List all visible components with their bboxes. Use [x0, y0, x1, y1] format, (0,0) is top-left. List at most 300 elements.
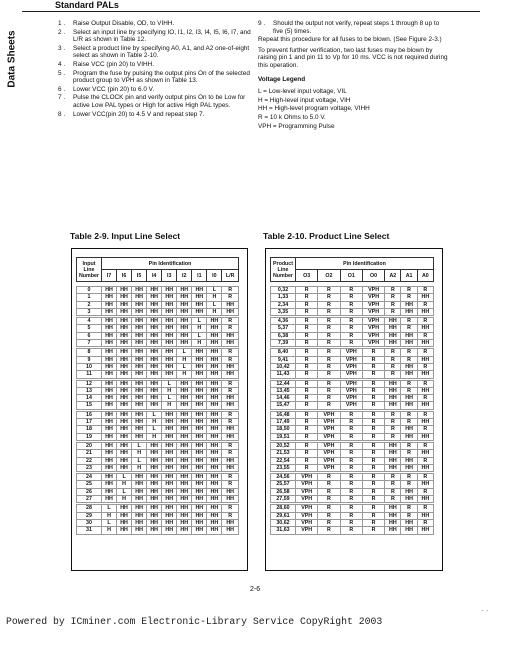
row-number-cell: 28,60 [271, 505, 296, 512]
row-number-cell: 16 [77, 411, 102, 418]
pin-value-cell: HH [102, 371, 117, 378]
pin-value-cell: R [318, 371, 340, 378]
pin-value-cell: R [318, 387, 340, 394]
table-row [77, 464, 239, 471]
procedure-step-6 [58, 86, 258, 94]
pin-value-cell: R [222, 512, 239, 519]
pin-value-cell: HH [385, 527, 401, 534]
pin-value-cell: HH [147, 332, 162, 339]
pin-value-cell: HH [162, 419, 177, 426]
pin-value-cell: HH [401, 457, 417, 464]
header-line-number: Product Line Number [271, 258, 296, 282]
pin-value-cell: HH [207, 318, 222, 325]
pin-value-cell: HH [102, 426, 117, 433]
pin-value-cell: R [340, 481, 362, 488]
pin-value-cell: HH [222, 496, 239, 503]
table-row [271, 450, 434, 457]
row-number-cell: 9 [77, 356, 102, 363]
pin-value-cell: HH [401, 519, 417, 526]
pin-value-cell: R [296, 340, 318, 347]
table-row [77, 318, 239, 325]
pin-value-cell: VPH [318, 433, 340, 440]
pin-value-cell: HH [207, 363, 222, 370]
pin-value-cell: HH [401, 308, 417, 315]
pin-value-cell: HH [162, 371, 177, 378]
pin-value-cell: HH [162, 318, 177, 325]
pin-value-cell: R [296, 301, 318, 308]
pin-value-cell: HH [117, 340, 132, 347]
pin-value-cell: R [340, 308, 362, 315]
pin-value-cell: HH [117, 419, 132, 426]
pin-value-cell: HH [177, 395, 192, 402]
pin-value-cell: HH [162, 308, 177, 315]
pin-value-cell: R [385, 363, 401, 370]
row-number-cell: 29 [77, 512, 102, 519]
pin-value-cell: HH [417, 325, 433, 332]
table-row [77, 395, 239, 402]
pin-value-cell: R [296, 287, 318, 294]
pin-value-cell: HH [147, 395, 162, 402]
pin-value-cell: R [318, 287, 340, 294]
pin-value-cell: R [222, 349, 239, 356]
pin-value-cell: HH [102, 294, 117, 301]
row-number-cell: 23,55 [271, 464, 296, 471]
table-row [271, 363, 434, 370]
pin-value-cell: HH [417, 387, 433, 394]
step-text: Select a product line by specifying A0, A1, and A2 one-of-eight select as shown in Table 2-10. [73, 44, 250, 60]
pin-value-cell: HH [117, 294, 132, 301]
pin-value-cell: HH [207, 474, 222, 481]
pin-value-cell: HH [102, 450, 117, 457]
pin-value-cell: HH [102, 363, 117, 370]
pin-value-cell: R [401, 318, 417, 325]
pin-value-cell: HH [192, 301, 207, 308]
pin-value-cell: HH [207, 457, 222, 464]
pin-value-cell: R [296, 411, 318, 418]
pin-value-cell: R [318, 380, 340, 387]
pin-value-cell: HH [147, 349, 162, 356]
column-header: A1 [401, 270, 417, 282]
pin-value-cell: R [340, 527, 362, 534]
pin-value-cell: VPH [340, 371, 362, 378]
pin-value-cell: L [132, 457, 147, 464]
row-number-cell: 2 [77, 301, 102, 308]
pin-value-cell: VPH [362, 287, 384, 294]
pin-value-cell: R [401, 356, 417, 363]
pin-value-cell: H [132, 464, 147, 471]
pin-value-cell: HH [192, 426, 207, 433]
procedure-step-5 [58, 70, 258, 85]
voltage-legend [258, 88, 448, 130]
pin-value-cell: R [401, 419, 417, 426]
row-number-cell: 17,49 [271, 419, 296, 426]
table-row [271, 395, 434, 402]
pin-value-cell: HH [132, 488, 147, 495]
pin-value-cell: R [417, 411, 433, 418]
pin-value-cell: VPH [318, 426, 340, 433]
table-row [271, 519, 434, 526]
table-row [77, 363, 239, 370]
row-number-cell: 25,57 [271, 481, 296, 488]
pin-value-cell: HH [132, 325, 147, 332]
row-number-cell: 24 [77, 474, 102, 481]
table-row [271, 308, 434, 315]
pin-value-cell: HH [102, 402, 117, 409]
pin-value-cell: HH [207, 512, 222, 519]
pin-value-cell: R [385, 474, 401, 481]
pin-value-cell: R [401, 411, 417, 418]
row-number-cell: 27,59 [271, 496, 296, 503]
pin-value-cell: HH [192, 433, 207, 440]
pin-value-cell: R [385, 496, 401, 503]
column-header: O0 [362, 270, 384, 282]
header-pin-identification: Pin Identification [296, 258, 434, 270]
pin-value-cell: HH [162, 519, 177, 526]
column-header: L/R [222, 270, 239, 282]
row-number-cell: 7,39 [271, 340, 296, 347]
pin-value-cell: HH [417, 496, 433, 503]
pin-value-cell: VPH [362, 308, 384, 315]
pin-value-cell: HH [102, 340, 117, 347]
pin-value-cell: R [222, 318, 239, 325]
pin-value-cell: R [362, 464, 384, 471]
pin-value-cell: R [296, 318, 318, 325]
pin-value-cell: HH [132, 426, 147, 433]
pin-value-cell: HH [132, 318, 147, 325]
pin-value-cell: HH [177, 450, 192, 457]
row-number-cell: 21,53 [271, 450, 296, 457]
pin-value-cell: HH [401, 371, 417, 378]
pin-value-cell: HH [401, 527, 417, 534]
pin-value-cell: HH [192, 287, 207, 294]
pin-value-cell: R [340, 419, 362, 426]
pin-value-cell: HH [177, 411, 192, 418]
column-header: I1 [192, 270, 207, 282]
pin-value-cell: R [222, 481, 239, 488]
pin-value-cell: HH [147, 356, 162, 363]
table-row [77, 402, 239, 409]
pin-value-cell: R [340, 450, 362, 457]
pin-value-cell: H [132, 450, 147, 457]
pin-value-cell: HH [102, 301, 117, 308]
pin-value-cell: R [296, 419, 318, 426]
pin-value-cell: HH [102, 287, 117, 294]
row-number-cell: 12 [77, 380, 102, 387]
pin-value-cell: HH [192, 457, 207, 464]
row-number-cell: 24,56 [271, 474, 296, 481]
pin-value-cell: HH [162, 349, 177, 356]
pin-value-cell: HH [147, 294, 162, 301]
pin-value-cell: VPH [362, 294, 384, 301]
table-input-title: Table 2-9. Input Line Select [70, 231, 181, 241]
voltage-legend-item: H = High-level input voltage, VIH [258, 96, 351, 104]
pin-value-cell: VPH [296, 474, 318, 481]
pin-value-cell: H [147, 433, 162, 440]
pin-value-cell: VPH [362, 332, 384, 339]
table-product-title: Table 2-10. Product Line Select [263, 231, 390, 241]
pin-value-cell: R [318, 301, 340, 308]
step-number: 1 . [58, 20, 66, 27]
pin-value-cell: HH [385, 442, 401, 449]
table-row [271, 294, 434, 301]
pin-value-cell: R [296, 380, 318, 387]
pin-value-cell: HH [162, 527, 177, 534]
pin-value-cell: R [222, 419, 239, 426]
pin-value-cell: R [296, 402, 318, 409]
pin-value-cell: H [207, 294, 222, 301]
pin-value-cell: R [417, 474, 433, 481]
pin-value-cell: H [192, 340, 207, 347]
pin-value-cell: HH [177, 512, 192, 519]
pin-value-cell: HH [117, 287, 132, 294]
pin-value-cell: HH [177, 519, 192, 526]
pin-value-cell: HH [385, 340, 401, 347]
table-row [271, 457, 434, 464]
pin-value-cell: VPH [340, 363, 362, 370]
pin-value-cell: HH [132, 433, 147, 440]
pin-value-cell: HH [162, 340, 177, 347]
pin-value-cell: HH [192, 349, 207, 356]
pin-value-cell: HH [147, 527, 162, 534]
pin-value-cell: R [417, 519, 433, 526]
pin-value-cell: HH [117, 402, 132, 409]
procedure-step-8 [58, 111, 258, 119]
pin-value-cell: VPH [318, 450, 340, 457]
row-number-cell: 18 [77, 426, 102, 433]
pin-value-cell: R [417, 457, 433, 464]
pin-value-cell: HH [192, 371, 207, 378]
row-number-cell: 1 [77, 294, 102, 301]
pin-value-cell: H [117, 496, 132, 503]
pin-value-cell: R [385, 371, 401, 378]
row-number-cell: 14,46 [271, 395, 296, 402]
pin-value-cell: R [222, 474, 239, 481]
pin-value-cell: HH [132, 332, 147, 339]
pin-value-cell: H [192, 325, 207, 332]
pin-value-cell: HH [222, 519, 239, 526]
table-row [271, 356, 434, 363]
pin-value-cell: HH [417, 464, 433, 471]
pin-value-cell: HH [401, 301, 417, 308]
pin-value-cell: HH [207, 325, 222, 332]
row-number-cell: 27 [77, 496, 102, 503]
pin-value-cell: HH [222, 426, 239, 433]
pin-value-cell: R [417, 287, 433, 294]
step-number: 8 . [58, 110, 66, 118]
row-number-cell: 26 [77, 488, 102, 495]
pin-value-cell: HH [177, 340, 192, 347]
pin-value-cell: VPH [318, 419, 340, 426]
pin-value-cell: HH [117, 387, 132, 394]
table-row [77, 488, 239, 495]
pin-value-cell: HH [147, 301, 162, 308]
table-row [271, 332, 434, 339]
column-header: O1 [340, 270, 362, 282]
pin-value-cell: HH [147, 363, 162, 370]
pin-value-cell: R [385, 426, 401, 433]
pin-value-cell: VPH [296, 527, 318, 534]
pin-value-cell: HH [102, 380, 117, 387]
table-row [77, 419, 239, 426]
pin-value-cell: HH [401, 340, 417, 347]
pin-value-cell: R [340, 496, 362, 503]
pin-value-cell: HH [117, 363, 132, 370]
pin-value-cell: HH [162, 356, 177, 363]
step-text: Raise Output Disable, OD, to VIHH. [73, 20, 175, 27]
pin-value-cell: R [318, 512, 340, 519]
pin-value-cell: HH [147, 371, 162, 378]
step-number: 7 . [58, 94, 66, 102]
pin-value-cell: HH [192, 464, 207, 471]
pin-value-cell: H [102, 512, 117, 519]
header-pin-identification: Pin Identification [102, 258, 239, 270]
pin-value-cell: HH [177, 402, 192, 409]
pin-value-cell: R [340, 294, 362, 301]
pin-value-cell: HH [132, 519, 147, 526]
pin-value-cell: HH [147, 496, 162, 503]
pin-value-cell: HH [132, 371, 147, 378]
row-number-cell: 3 [77, 308, 102, 315]
pin-value-cell: HH [117, 380, 132, 387]
pin-value-cell: R [417, 380, 433, 387]
pin-value-cell: HH [385, 318, 401, 325]
table-row [271, 481, 434, 488]
pin-value-cell: HH [417, 294, 433, 301]
pin-value-cell: H [162, 402, 177, 409]
step-text: Pulse the CLOCK pin and verify output pins On to be Low for active Low PAL types or High for active High PAL types. [73, 94, 246, 109]
pin-value-cell: HH [207, 402, 222, 409]
row-number-cell: 19,51 [271, 433, 296, 440]
pin-value-cell: R [362, 474, 384, 481]
row-number-cell: 22,54 [271, 457, 296, 464]
pin-value-cell: HH [207, 505, 222, 512]
pin-value-cell: HH [207, 450, 222, 457]
pin-value-cell: HH [417, 340, 433, 347]
pin-value-cell: HH [177, 301, 192, 308]
pin-value-cell: HH [207, 527, 222, 534]
pin-value-cell: HH [192, 527, 207, 534]
pin-value-cell: HH [417, 371, 433, 378]
pin-value-cell: HH [192, 481, 207, 488]
pin-value-cell: HH [192, 356, 207, 363]
pin-value-cell: HH [102, 488, 117, 495]
pin-value-cell: HH [117, 349, 132, 356]
pin-value-cell: HH [117, 527, 132, 534]
table-row [77, 332, 239, 339]
pin-value-cell: R [296, 308, 318, 315]
pin-value-cell: R [417, 442, 433, 449]
pin-value-cell: R [362, 356, 384, 363]
pin-value-cell: HH [385, 450, 401, 457]
pin-value-cell: HH [207, 371, 222, 378]
pin-value-cell: HH [162, 450, 177, 457]
pin-value-cell: HH [117, 308, 132, 315]
pin-value-cell: VPH [362, 318, 384, 325]
side-tab [4, 30, 20, 88]
pin-value-cell: HH [177, 527, 192, 534]
pin-value-cell: VPH [318, 464, 340, 471]
pin-value-cell: R [362, 426, 384, 433]
step-text: Lower VCC(pin 20) to 4.5 V and repeat step 7. [73, 110, 205, 118]
pin-value-cell: R [222, 294, 239, 301]
row-number-cell: 20,52 [271, 442, 296, 449]
pin-value-cell: HH [385, 519, 401, 526]
pin-value-cell: HH [162, 505, 177, 512]
procedure-right-column [258, 20, 448, 131]
pin-value-cell: HH [147, 450, 162, 457]
pin-value-cell: L [177, 363, 192, 370]
pin-value-cell: R [385, 488, 401, 495]
pin-value-cell: HH [117, 519, 132, 526]
pin-value-cell: R [385, 294, 401, 301]
pin-value-cell: HH [132, 474, 147, 481]
pin-value-cell: HH [132, 387, 147, 394]
pin-value-cell: R [362, 380, 384, 387]
pin-value-cell: HH [207, 464, 222, 471]
pin-value-cell: HH [162, 442, 177, 449]
pin-value-cell: HH [401, 433, 417, 440]
pin-value-cell: HH [147, 287, 162, 294]
pin-value-cell: VPH [318, 411, 340, 418]
row-number-cell: 28 [77, 505, 102, 512]
pin-value-cell: HH [147, 318, 162, 325]
pin-value-cell: VPH [362, 340, 384, 347]
pin-value-cell: HH [417, 433, 433, 440]
pin-value-cell: HH [162, 301, 177, 308]
pin-value-cell: L [102, 519, 117, 526]
voltage-legend-heading: Voltage Legend [258, 75, 306, 83]
pin-value-cell: R [318, 527, 340, 534]
table-row [77, 481, 239, 488]
pin-value-cell: R [222, 387, 239, 394]
pin-value-cell: H [102, 527, 117, 534]
pin-value-cell: HH [385, 457, 401, 464]
row-number-cell: 25 [77, 481, 102, 488]
pin-value-cell: R [318, 325, 340, 332]
pin-value-cell: HH [162, 325, 177, 332]
pin-value-cell: HH [132, 419, 147, 426]
pin-value-cell: HH [401, 363, 417, 370]
pin-value-cell: R [362, 349, 384, 356]
pin-value-cell: R [340, 488, 362, 495]
row-number-cell: 8 [77, 349, 102, 356]
pin-value-cell: R [401, 287, 417, 294]
pin-value-cell: R [340, 505, 362, 512]
pin-value-cell: HH [162, 464, 177, 471]
pin-value-cell: R [296, 294, 318, 301]
pin-value-cell: HH [192, 450, 207, 457]
pin-value-cell: VPH [318, 457, 340, 464]
pin-value-cell: R [401, 474, 417, 481]
pin-value-cell: HH [117, 512, 132, 519]
pin-value-cell: R [222, 442, 239, 449]
pin-value-cell: HH [417, 512, 433, 519]
pin-value-cell: VPH [296, 512, 318, 519]
pin-value-cell: HH [147, 308, 162, 315]
procedure-step-1 [58, 20, 258, 28]
table-row [271, 426, 434, 433]
row-number-cell: 5 [77, 325, 102, 332]
pin-value-cell: HH [102, 332, 117, 339]
pin-value-cell: HH [417, 402, 433, 409]
table-row [271, 325, 434, 332]
pin-value-cell: HH [132, 308, 147, 315]
step-text: Lower VCC (pin 20) to 6.0 V. [73, 85, 155, 93]
pin-value-cell: HH [117, 464, 132, 471]
column-header: A2 [385, 270, 401, 282]
pin-value-cell: R [362, 488, 384, 495]
pin-value-cell: HH [117, 318, 132, 325]
